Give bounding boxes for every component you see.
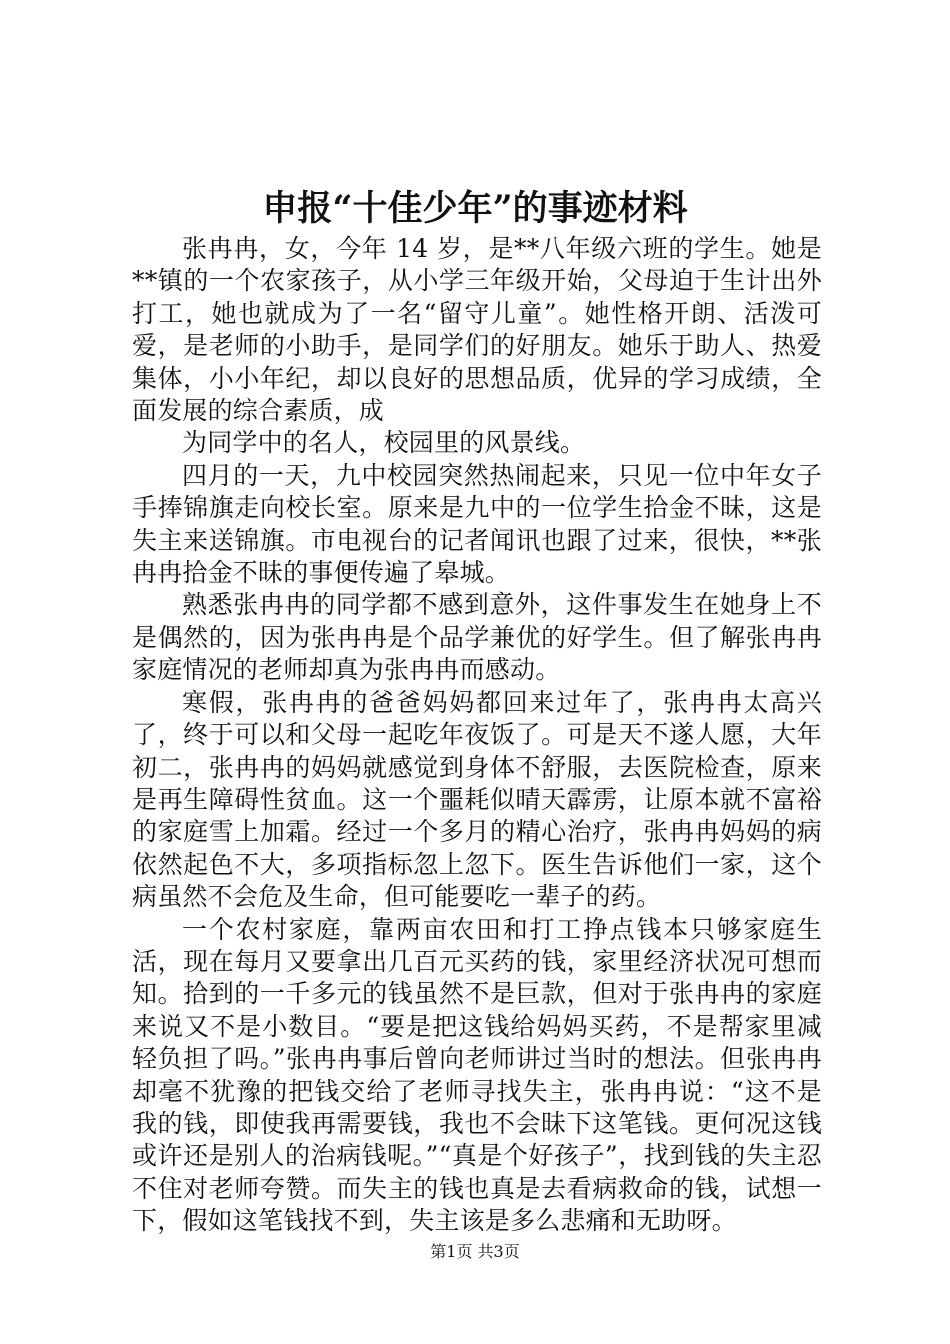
document-title: 申报“十佳少年”的事迹材料 [262,188,688,229]
paragraph-2: 为同学中的名人，校园里的风景线。 [182,428,586,458]
paragraph-1: 张冉冉，女，今年 14 岁，是**八年级六班的学生。她是**镇的一个农家孩子，从小学三年级开始，父母迫于生计出外打工，她也就成为了一名“留守儿童”。她性格开朗、活泼可爱，是老师的小助手，是同学们的好朋友。她乐于助人、热爱集体，小小年纪，却以良好的思想品质，优异的学习成绩，全面发展的综合素质，成 [132,234,822,426]
paragraph-4: 熟悉张冉冉的同学都不感到意外，这件事发生在她身上不是偶然的，因为张冉冉是个品学兼优的好学生。但了解张冉冉家庭情况的老师却真为张冉冉而感动。 [132,590,822,685]
paragraph-6: 一个农村家庭，靠两亩农田和打工挣点钱本只够家庭生活，现在每月又要拿出几百元买药的钱，家里经济状况可想而知。拾到的一千多元的钱虽然不是巨款，但对于张冉冉的家庭来说又不是小数目。“要是把这钱给妈妈买药，不是帮家里减轻负担了吗。”张冉冉事后曾向老师讲过当时的想法。但张冉冉却毫不犹豫的把钱交给了老师寻找失主，张冉冉说：“这不是我的钱，即使我再需要钱，我也不会昧下这笔钱。更何况这钱或许还是别人的治病钱呢。”“真是个好孩子”，找到钱的失主忍不住对老师夸赞。而失主的钱也真是去看病救命的钱，试想一下，假如这笔钱找不到，失主该是多么悲痛和无助呀。 [132,914,822,1236]
paragraph-3: 四月的一天，九中校园突然热闹起来，只见一位中年女子手捧锦旗走向校长室。原来是九中的一位学生拾金不昧，这是失主来送锦旗。市电视台的记者闻讯也跟了过来，很快，**张冉冉拾金不昧的事便传遍了皋城。 [132,460,822,588]
paragraph-5: 寒假，张冉冉的爸爸妈妈都回来过年了，张冉冉太高兴了，终于可以和父母一起吃年夜饭了。可是天不遂人愿，大年初二，张冉冉的妈妈就感觉到身体不舒服，去医院检查，原来是再生障碍性贫血。这一个噩耗似晴天霹雳，让原本就不富裕的家庭雪上加霜。经过一个多月的精心治疗，张冉冉妈妈的病依然起色不大，多项指标忽上忽下。医生告诉他们一家，这个病虽然不会危及生命，但可能要吃一辈子的药。 [132,687,822,912]
page-number-footer: 第1页 共3页 [430,1242,520,1261]
document-body [132,233,822,1238]
